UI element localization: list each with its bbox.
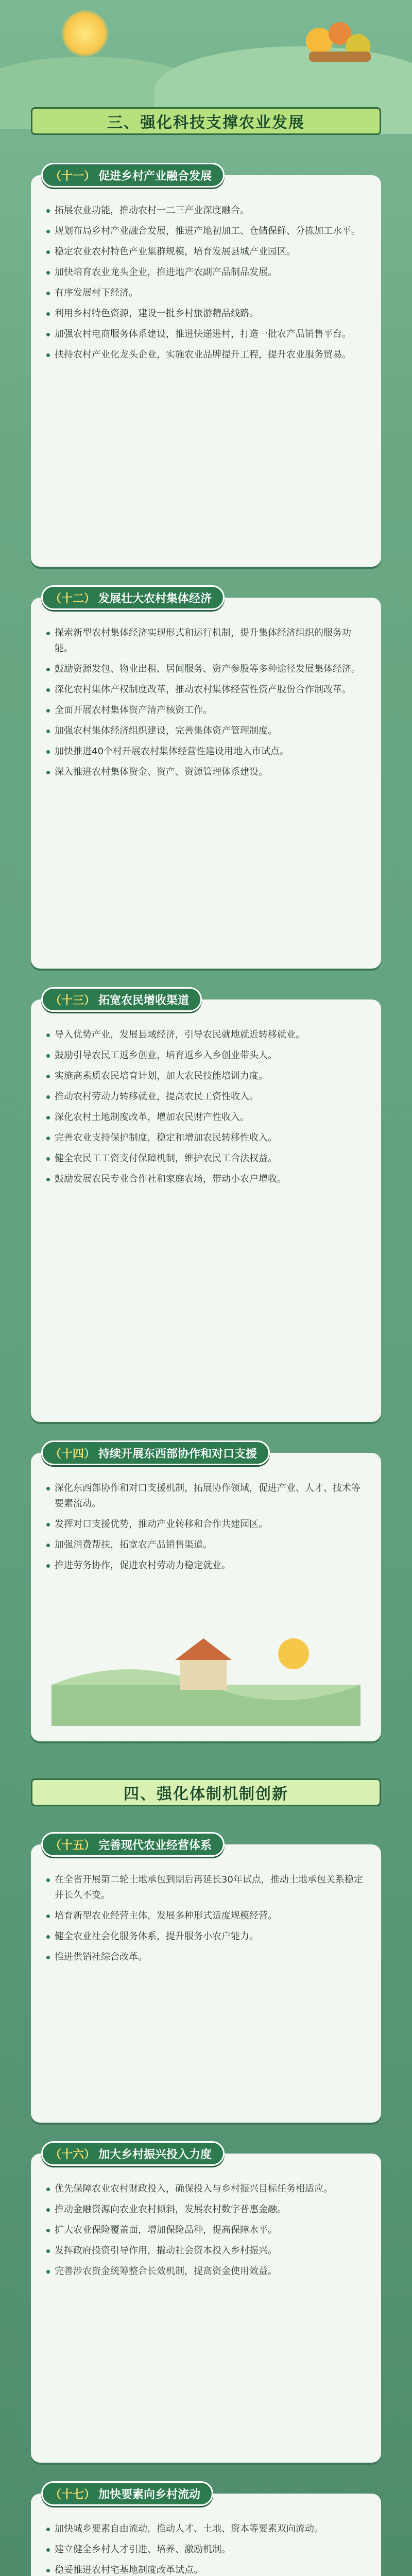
list-item: 深化农村土地制度改革，增加农民财产性收入。 (44, 1110, 368, 1125)
list-item: 发挥对口支援优势，推动产业转移和合作共建园区。 (44, 1517, 368, 1532)
list-item: 健全农民工工资支付保障机制，维护农民工合法权益。 (44, 1151, 368, 1166)
card-number: （十五） (50, 1839, 96, 1852)
list-item: 稳妥推进农村宅基地制度改革试点。 (44, 2563, 368, 2576)
card-15 (31, 1839, 381, 2123)
card-tag (41, 2141, 225, 2166)
card-number: （十七） (50, 2488, 96, 2501)
bullet-list (44, 2521, 368, 2576)
list-item: 推进供销社综合改革。 (44, 1950, 368, 1965)
list-item: 扶持农村产业化龙头企业，实施农业品牌提升工程，提升农业服务贸易。 (44, 347, 368, 363)
card-tag (41, 1832, 225, 1857)
list-item: 发挥政府投资引导作用，撬动社会资本投入乡村振兴。 (44, 2243, 368, 2259)
card-label: 发展壮大农村集体经济 (98, 592, 212, 605)
card-14 (31, 1447, 381, 1741)
list-item: 加强消费帮扶，拓宽农产品销售渠道。 (44, 1537, 368, 1553)
list-item: 推进劳务协作，促进农村劳动力稳定就业。 (44, 1558, 368, 1573)
list-item: 加快培育农业龙头企业，推进地产农副产品制品发展。 (44, 265, 368, 280)
card-label: 拓宽农民增收渠道 (98, 994, 190, 1007)
card-label: 加大乡村振兴投入力度 (98, 2148, 212, 2161)
card-16 (31, 2148, 381, 2463)
bullet-list (44, 203, 368, 363)
list-item: 推动农村劳动力转移就业，提高农民工资性收入。 (44, 1089, 368, 1105)
bullet-list (44, 1872, 368, 1965)
card-13 (31, 994, 381, 1422)
list-item: 完善农业支持保护制度，稳定和增加农民转移性收入。 (44, 1130, 368, 1146)
section-4-title: 四、强化体制机制创新 (124, 1785, 288, 1803)
card-label: 持续开展东西部协作和对口支援 (98, 1447, 258, 1461)
sun-graphic (62, 10, 108, 57)
card-number: （十二） (50, 592, 96, 605)
list-item: 在全省开展第二轮土地承包到期后再延长30年试点，推动土地承包关系稳定并长久不变。 (44, 1872, 368, 1903)
card-tag (41, 987, 202, 1012)
list-item: 实施高素质农民培育计划，加大农民技能培训力度。 (44, 1069, 368, 1084)
list-item: 探索新型农村集体经济实现形式和运行机制，提升集体经济组织的服务功能。 (44, 625, 368, 656)
list-item: 加快推进40个村开展农村集体经营性建设用地入市试点。 (44, 744, 368, 759)
list-item: 推动金融资源向农业农村倾斜，发展农村数字普惠金融。 (44, 2202, 368, 2217)
card-label: 完善现代农业经营体系 (98, 1839, 212, 1852)
card-number: （十三） (50, 994, 96, 1007)
list-item: 深化农村集体产权制度改革，推动农村集体经营性资产股份合作制改革。 (44, 682, 368, 698)
list-item: 扩大农业保险覆盖面，增加保险品种，提高保障水平。 (44, 2223, 368, 2238)
list-item: 深入推进农村集体资金、资产、资源管理体系建设。 (44, 765, 368, 780)
list-item: 规划布局乡村产业融合发展，推进产地初加工、仓储保鲜、分拣加工水平。 (44, 224, 368, 239)
list-item: 加强农村电商服务体系建设，推进快递进村，打造一批农产品销售平台。 (44, 327, 368, 342)
section-4-ribbon (31, 1772, 381, 1812)
list-item: 加强农村集体经济组织建设，完善集体资产管理制度。 (44, 723, 368, 739)
card-tag (41, 1440, 270, 1465)
header-illustration (0, 0, 412, 103)
card-number: （十一） (50, 170, 96, 183)
harvest-icon (288, 10, 391, 72)
card-label: 促进乡村产业融合发展 (98, 170, 212, 183)
list-item: 稳定农业农村特色产业集群规模，培育发展县城产业园区。 (44, 244, 368, 260)
farmland-illustration (52, 1623, 360, 1726)
list-item: 利用乡村特色资源，建设一批乡村旅游精品线路。 (44, 306, 368, 321)
section-3-ribbon (31, 101, 381, 141)
list-item: 拓展农业功能，推动农村一二三产业深度融合。 (44, 203, 368, 218)
list-item: 鼓励引导农民工返乡创业，培育返乡入乡创业带头人。 (44, 1048, 368, 1063)
list-item: 加快城乡要素自由流动，推动人才、土地、资本等要素双向流动。 (44, 2521, 368, 2537)
list-item: 鼓励发展农民专业合作社和家庭农场，带动小农户增收。 (44, 1172, 368, 1187)
card-12 (31, 592, 381, 969)
list-item: 优先保障农业农村财政投入，确保投入与乡村振兴目标任务相适应。 (44, 2181, 368, 2197)
list-item: 鼓励资源发包、物业出租、居间服务、资产参股等多种途径发展集体经济。 (44, 662, 368, 677)
card-tag (41, 2481, 213, 2506)
card-number: （十四） (50, 1447, 96, 1461)
card-tag (41, 585, 225, 610)
card-tag (41, 163, 225, 188)
list-item: 培育新型农业经营主体，发展多种形式适度规模经营。 (44, 1908, 368, 1924)
bullet-list (44, 2181, 368, 2279)
card-label: 加快要素向乡村流动 (98, 2488, 201, 2501)
list-item: 完善涉农资金统筹整合长效机制，提高资金使用效益。 (44, 2264, 368, 2279)
list-item: 健全农业社会化服务体系，提升服务小农户能力。 (44, 1929, 368, 1944)
section-3-title: 三、强化科技支撑农业发展 (107, 114, 305, 132)
list-item: 导入优势产业，发展县域经济，引导农民就地就近转移就业。 (44, 1027, 368, 1043)
card-17 (31, 2488, 381, 2576)
card-number: （十六） (50, 2148, 96, 2161)
card-11 (31, 170, 381, 567)
bullet-list (44, 1481, 368, 1573)
list-item: 深化东西部协作和对口支援机制，拓展协作领域，促进产业、人才、技术等要素流动。 (44, 1481, 368, 1512)
bullet-list (44, 1027, 368, 1187)
bullet-list (44, 625, 368, 780)
list-item: 有序发展村下经济。 (44, 285, 368, 301)
list-item: 建立健全乡村人才引进、培养、激励机制。 (44, 2542, 368, 2557)
list-item: 全面开展农村集体资产清产核资工作。 (44, 703, 368, 718)
